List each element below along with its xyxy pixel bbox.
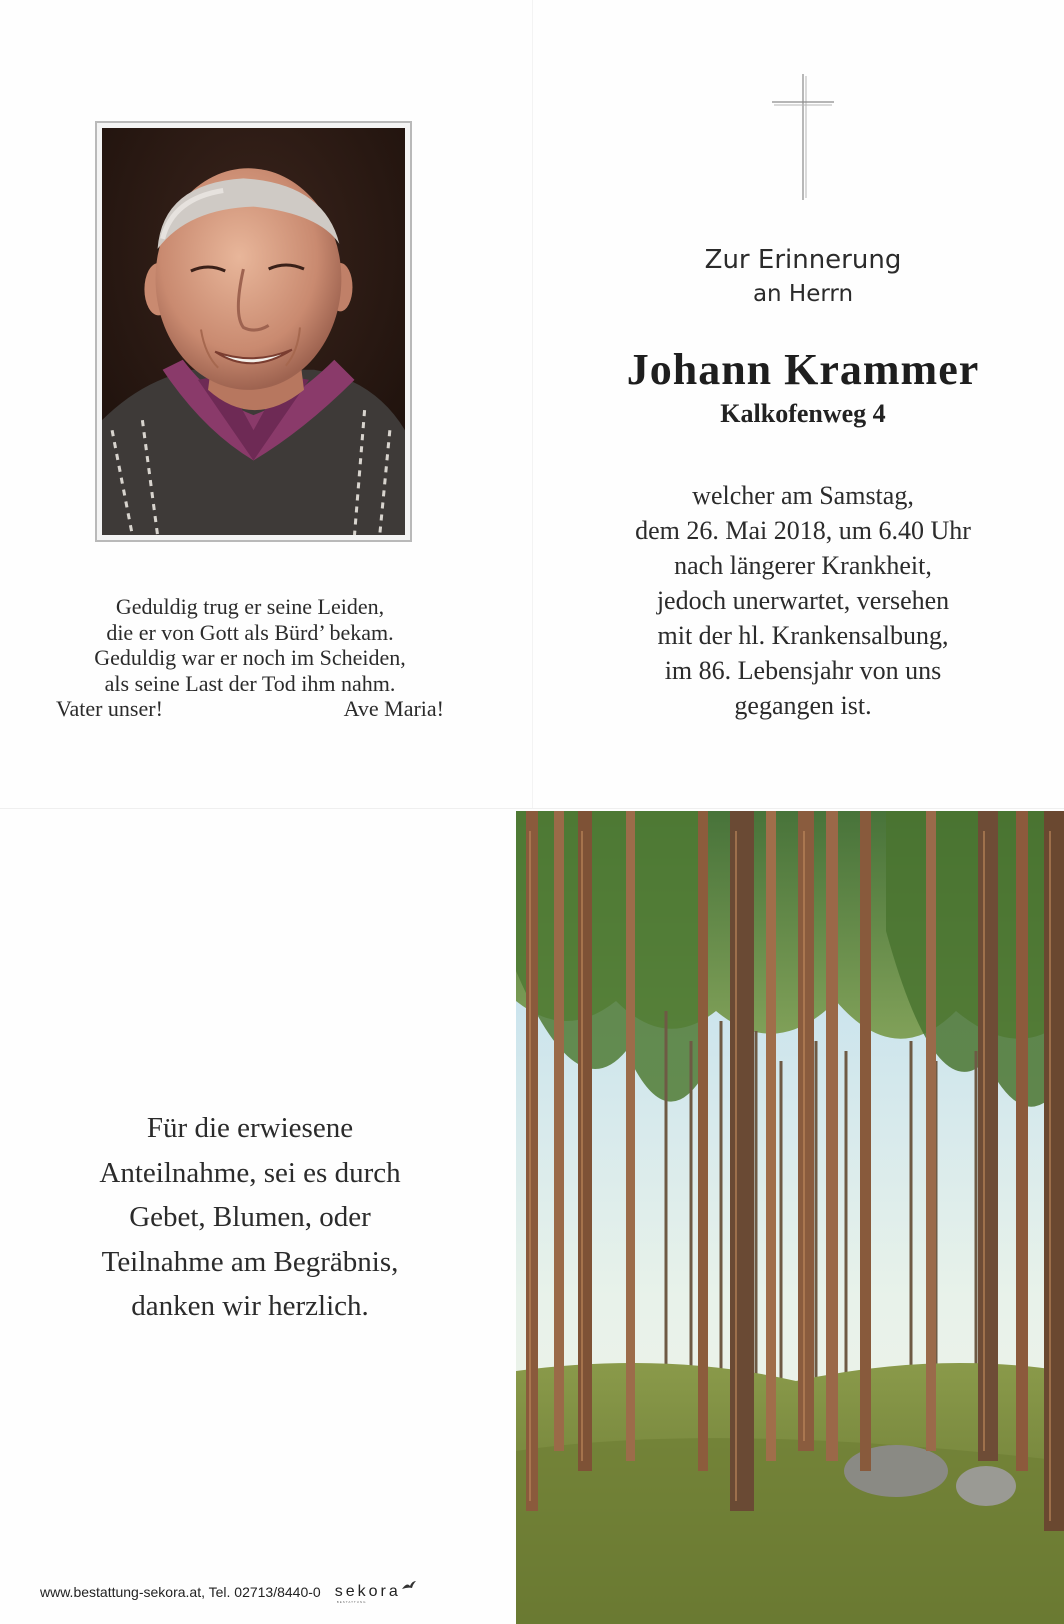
death-notice-line: im 86. Lebensjahr von uns	[664, 656, 942, 685]
death-notice-line: mit der hl. Krankensalbung,	[657, 621, 949, 650]
death-notice	[580, 478, 1026, 723]
thanks-line: Teilnahme am Begräbnis,	[101, 1245, 399, 1278]
death-notice-line: jedoch unerwartet, versehen	[656, 586, 950, 615]
thanks-text	[40, 1106, 460, 1329]
poem-line: als seine Last der Tod ihm nahm.	[104, 670, 396, 696]
death-notice-line: dem 26. Mai 2018, um 6.40 Uhr	[635, 516, 971, 545]
remembrance-heading	[600, 244, 1006, 310]
cross-icon	[772, 74, 834, 200]
footer	[40, 1580, 417, 1604]
brand-logo	[334, 1583, 401, 1604]
deceased-name: Johann Krammer	[626, 345, 980, 394]
poem-line: die er von Gott als Bürd’ bekam.	[106, 619, 394, 645]
heading-line-2: an Herrn	[752, 281, 854, 307]
bird-icon	[401, 1580, 417, 1592]
fold-line-horizontal	[0, 808, 1064, 809]
death-notice-line: gegangen ist.	[734, 691, 872, 720]
prayer-left: Vater unser!	[56, 696, 163, 721]
death-notice-line: welcher am Samstag,	[692, 481, 914, 510]
thanks-line: danken wir herzlich.	[131, 1290, 369, 1322]
portrait-photo	[95, 121, 412, 542]
thanks-line: Für die erwiesene	[146, 1112, 354, 1144]
poem	[40, 594, 460, 722]
poem-line: Geduldig trug er seine Leiden,	[115, 594, 385, 619]
forest-picture	[516, 811, 1064, 1624]
poem-line: Geduldig war er noch im Scheiden,	[94, 645, 406, 670]
fold-line-vertical	[532, 0, 533, 808]
footer-contact: www.bestattung-sekora.at, Tel. 02713/8440-0	[40, 1584, 321, 1600]
brand-name: sekora	[334, 1583, 401, 1600]
prayer-right: Ave Maria!	[343, 696, 444, 721]
prayer-line	[40, 696, 460, 722]
death-notice-line: nach längerer Krankheit,	[674, 551, 932, 580]
portrait-image	[102, 128, 405, 535]
thanks-line: Gebet, Blumen, oder	[129, 1201, 371, 1233]
deceased-address: Kalkofenweg 4	[720, 399, 886, 428]
brand-subtitle: BESTATTUNG	[336, 1600, 367, 1604]
thanks-line: Anteilnahme, sei es durch	[99, 1156, 401, 1189]
heading-line-1: Zur Erinnerung	[704, 245, 902, 275]
forest-image	[516, 811, 1064, 1624]
